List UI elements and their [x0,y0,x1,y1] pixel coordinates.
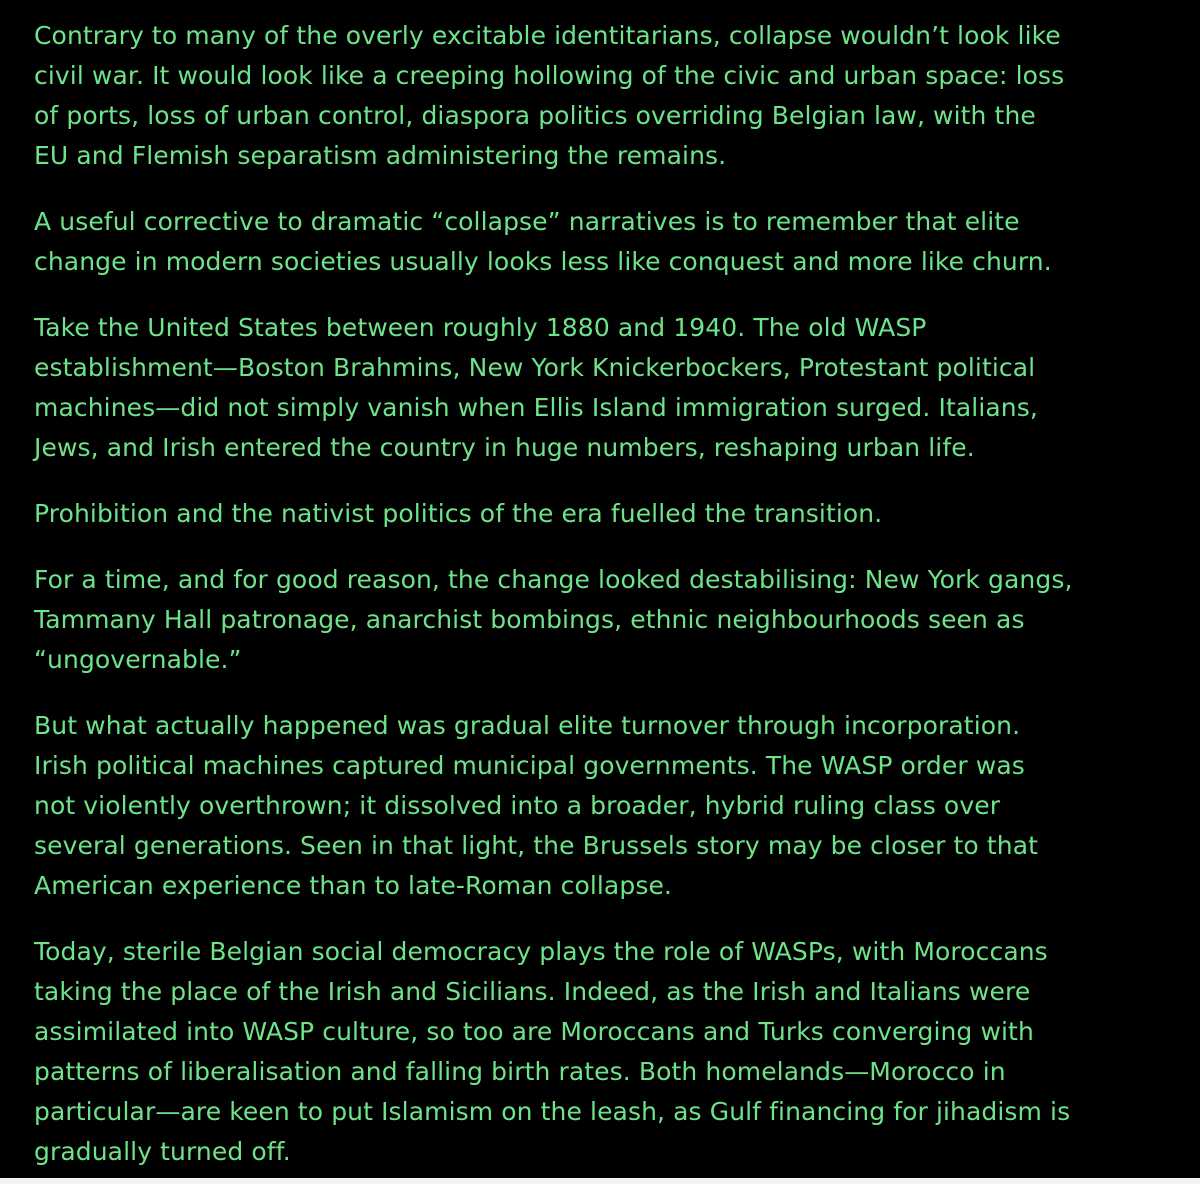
paragraph-6: But what actually happened was gradual elite turnover through incorporation. Irish political machines captured municipal governments. The WASP order was not violently overthrown; it dissolved into a broader, hybrid ruling class over several generations. Seen in that light, the Brussels story may be closer to that American experience than to late-Roman collapse. [34,711,1039,900]
paragraph-2: A useful corrective to dramatic “collapse” narratives is to remember that elite change in modern societies usually looks less like conquest and more like churn. [34,207,1052,276]
paragraph-3: Take the United States between roughly 1880 and 1940. The old WASP establishment—Boston Brahmins, New York Knickerbockers, Protestant political machines—did not simply vanish when Ellis Island immigration surged. Italians, Jews, and Irish entered the country in huge numbers, reshaping urban life. [34,313,1038,462]
paragraph-5: For a time, and for good reason, the change looked destabilising: New York gangs, Tammany Hall patronage, anarchist bombings, ethnic neighbourhoods seen as “ungovernable.” [34,565,1073,674]
paragraph-1: Contrary to many of the overly excitable identitarians, collapse wouldn’t look like civil war. It would look like a creeping hollowing of the civic and urban space: loss of ports, loss of urban control, diaspora politics overriding Belgian law, with the EU and Flemish separatism administering the remains. [34,21,1065,170]
paragraph-4: Prohibition and the nativist politics of the era fuelled the transition. [34,499,883,528]
paragraph-7: Today, sterile Belgian social democracy plays the role of WASPs, with Moroccans taking the place of the Irish and Sicilians. Indeed, as the Irish and Italians were assimilated into WASP culture, so too are Moroccans and Turks converging with patterns of liberalisation and falling birth rates. Both homelands—Morocco in particular—are keen to put Islamism on the leash, as Gulf financing for jihadism is gradually turned off. [34,937,1071,1166]
bottom-edge [0,1178,1200,1184]
